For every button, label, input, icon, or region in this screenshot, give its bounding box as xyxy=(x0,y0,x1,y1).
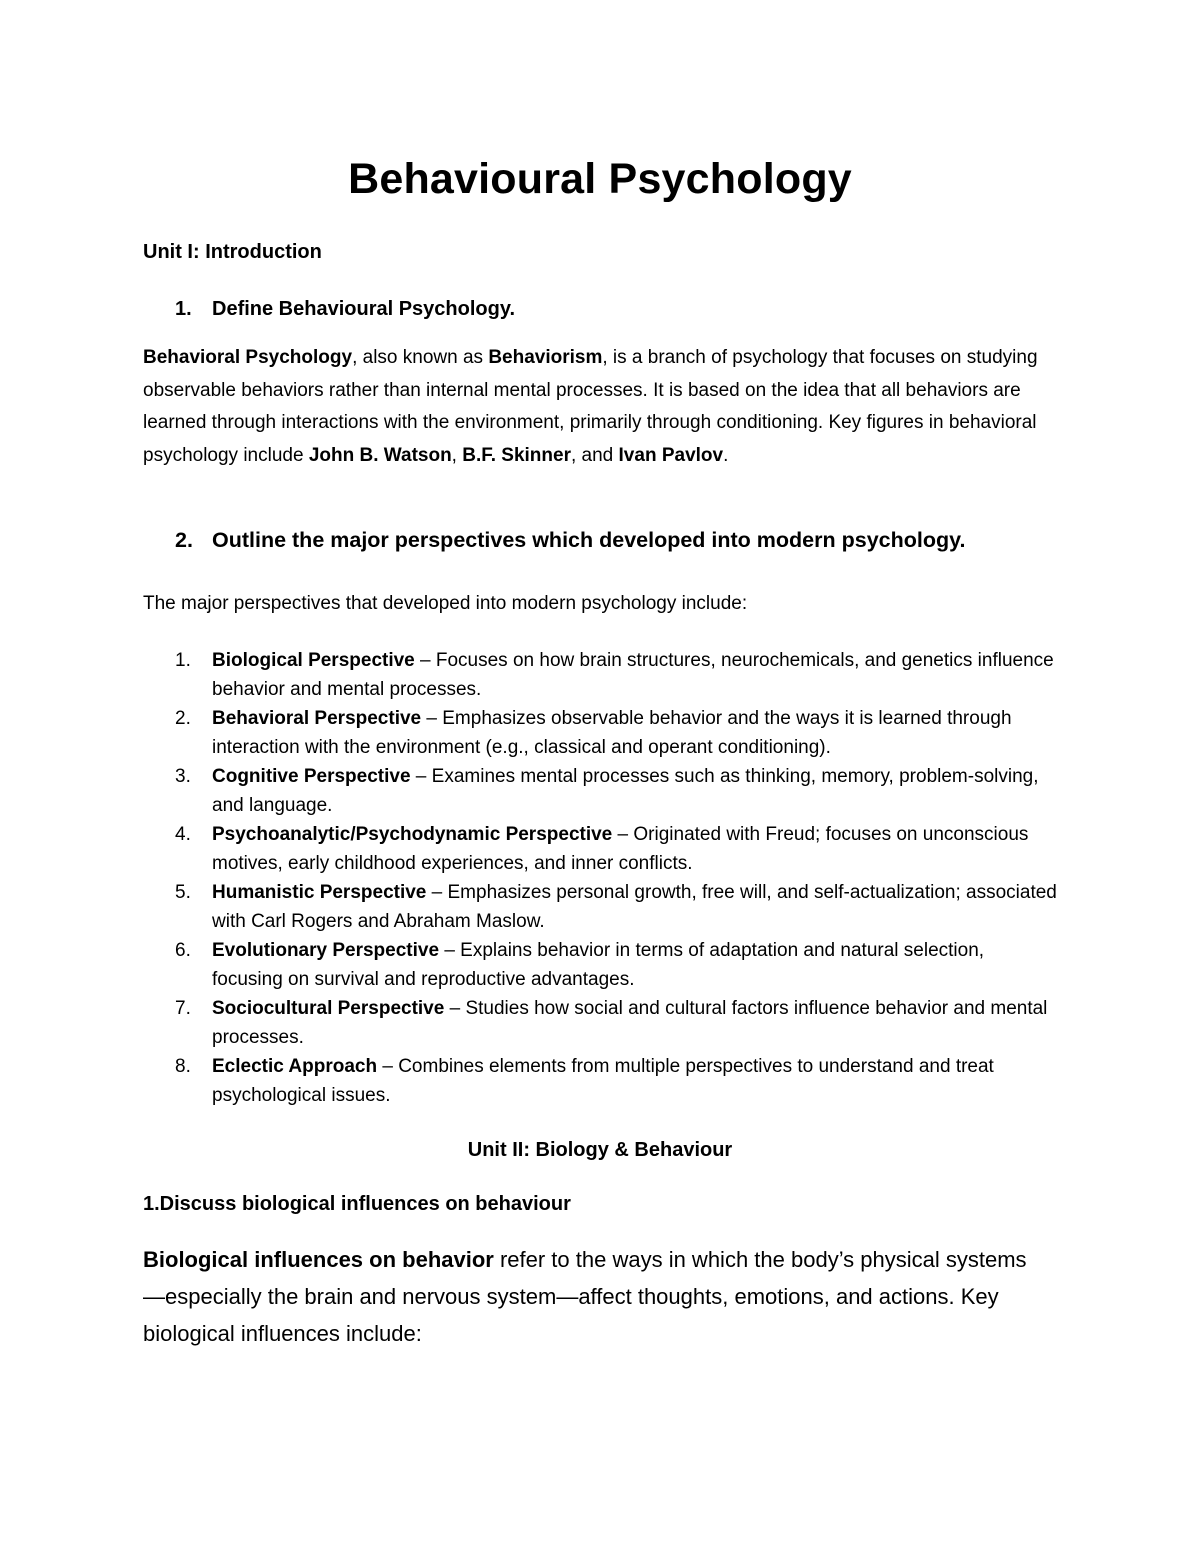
perspective-description: – Emphasizes observable behavior and the ways it is learned through interaction with the environment (e.g., classical and operant conditioning). xyxy=(212,708,1012,758)
item-number: 4. xyxy=(175,824,191,845)
question-1-answer xyxy=(143,342,1063,472)
list-item xyxy=(0,878,1057,936)
list-item xyxy=(0,646,1057,704)
perspectives-list xyxy=(0,646,1200,1110)
item-number: 8. xyxy=(175,1056,191,1077)
item-number: 1. xyxy=(175,650,191,671)
list-item xyxy=(0,704,1057,762)
answer-text: , is a branch of psychology that focuses on studying observable behaviors rather than internal mental processes. It is based on the idea that all behaviors are learned through interactions with the environment, primarily through conditioning. Key figures in behavioral psychology include xyxy=(143,347,1038,466)
question-2-number: 2. xyxy=(175,528,193,552)
question-1-heading xyxy=(175,295,515,323)
perspective-description: – Combines elements from multiple perspectives to understand and treat psychological issues. xyxy=(212,1056,994,1106)
question-1-text: Define Behavioural Psychology. xyxy=(212,298,516,320)
answer-text: , xyxy=(451,444,463,466)
perspective-description: – Explains behavior in terms of adaptation and natural selection, focusing on survival and reproductive advantages. xyxy=(212,940,985,990)
answer-text: , also known as xyxy=(352,347,489,368)
perspective-name: Sociocultural Perspective xyxy=(212,998,445,1019)
person-skinner: B.F. Skinner xyxy=(462,444,571,466)
perspective-name: Behavioral Perspective xyxy=(212,708,422,729)
question-1-number: 1. xyxy=(175,298,192,320)
term-behavioral-psychology: Behavioral Psychology xyxy=(143,347,353,368)
unit-1-heading: Unit I: Introduction xyxy=(143,241,322,263)
list-item xyxy=(0,1052,1057,1110)
document-title: Behavioural Psychology xyxy=(348,155,852,203)
item-number: 6. xyxy=(175,940,191,961)
perspective-name: Humanistic Perspective xyxy=(212,882,427,903)
person-watson: John B. Watson xyxy=(308,444,452,466)
perspectives-intro: The major perspectives that developed into modern psychology include: xyxy=(143,593,748,614)
answer-text: refer to the ways in which the body’s physical systems—especially the brain and nervous system—affect thoughts, emotions, and actions. Key biological influences include: xyxy=(143,1247,1027,1346)
list-item xyxy=(0,994,1057,1052)
unit-2-heading: Unit II: Biology & Behaviour xyxy=(467,1139,733,1161)
perspective-name: Eclectic Approach xyxy=(212,1056,378,1077)
perspective-description: – Studies how social and cultural factors influence behavior and mental processes. xyxy=(212,998,1048,1048)
answer-text: , and xyxy=(570,444,619,466)
person-pavlov: Ivan Pavlov xyxy=(618,444,724,466)
unit-2-question-1-answer xyxy=(143,1241,1043,1352)
perspective-name: Biological Perspective xyxy=(212,650,415,671)
item-number: 2. xyxy=(175,708,191,729)
unit-2-question-1-heading: 1.Discuss biological influences on behaviour xyxy=(143,1193,571,1215)
item-number: 5. xyxy=(175,882,191,903)
perspective-description: – Examines mental processes such as thinking, memory, problem-solving, and language. xyxy=(212,766,1039,816)
term-behaviorism: Behaviorism xyxy=(488,347,603,368)
list-item xyxy=(0,820,1057,878)
term-biological-influences: Biological influences on behavior xyxy=(143,1247,494,1272)
perspective-description: – Originated with Freud; focuses on unconscious motives, early childhood experiences, and inner conflicts. xyxy=(212,824,1029,874)
list-item xyxy=(0,936,1057,994)
answer-text: . xyxy=(723,444,729,466)
list-item xyxy=(0,762,1057,820)
perspective-name: Evolutionary Perspective xyxy=(212,940,440,961)
perspective-name: Psychoanalytic/Psychodynamic Perspective xyxy=(212,824,613,845)
question-2-heading xyxy=(175,526,965,554)
perspective-description: – Emphasizes personal growth, free will, and self-actualization; associated with Carl Rogers and Abraham Maslow. xyxy=(212,882,1057,932)
question-2-text: Outline the major perspectives which developed into modern psychology. xyxy=(212,528,966,552)
perspective-description: – Focuses on how brain structures, neurochemicals, and genetics influence behavior and mental processes. xyxy=(212,650,1054,700)
perspective-name: Cognitive Perspective xyxy=(212,766,411,787)
item-number: 3. xyxy=(175,766,191,787)
item-number: 7. xyxy=(175,998,191,1019)
